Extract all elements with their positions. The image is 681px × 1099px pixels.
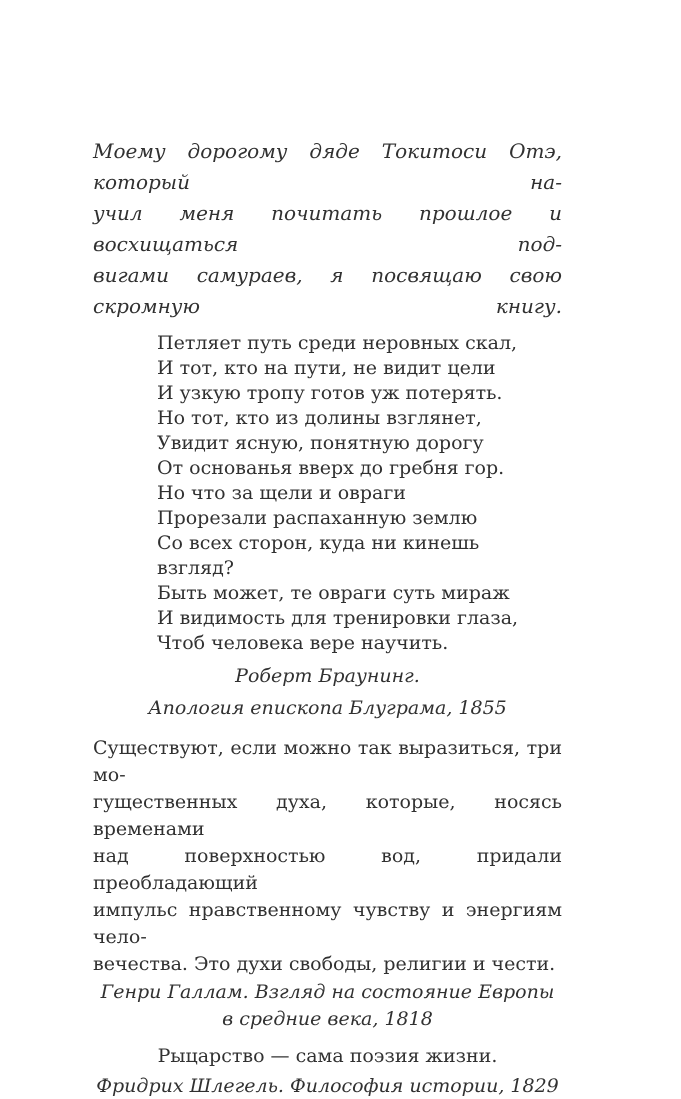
dedication-line: вигами самураев, я посвящаю свою скромную книгу. (93, 263, 562, 318)
poem-line: И видимость для тренировки глаза, (157, 607, 519, 629)
poem-line: Прорезали распаханную землю (157, 507, 478, 529)
prose-source-line: Генри Галлам. Взгляд на состояние Европы (100, 981, 555, 1003)
poem-line: Петляет путь среди неровных скал, (157, 332, 518, 354)
prose-line: вечества. Это духи свободы, религии и чести. (93, 953, 556, 975)
epigraph-prose (93, 735, 562, 978)
prose-source-line: в средние века, 1818 (222, 1008, 433, 1030)
poem-line: И узкую тропу готов уж потерять. (157, 382, 503, 404)
quote-source: Фридрих Шлегель. Философия истории, 1829 (96, 1075, 559, 1097)
poem-line: Но что за щели и овраги (157, 482, 406, 504)
poem-line: Чтоб человека вере научить. (157, 632, 449, 654)
dedication-line: учил меня почитать прошлое и восхищаться под- (93, 201, 562, 256)
poem-line: И тот, кто на пути, не видит цели (157, 357, 496, 379)
prose-line: импульс нравственному чувству и энергиям чело- (93, 899, 562, 948)
prose-line: над поверхностью вод, придали преобладающий (93, 845, 562, 894)
poem-line: Увидит ясную, понятную дорогу (157, 432, 484, 454)
prose-line: гущественных духа, которые, носясь временами (93, 791, 562, 840)
chivalry-quote: Рыцарство — сама поэзия жизни. (157, 1045, 498, 1067)
poem-line: От основанья вверх до гребня гор. (157, 457, 505, 479)
prose-line: Существуют, если можно так выразиться, три мо- (93, 737, 562, 786)
poem-line: Но тот, кто из долины взглянет, (157, 407, 482, 429)
dedication-line: Моему дорогому дяде Токитоси Отэ, который на- (93, 139, 562, 194)
poem-author: Роберт Браунинг. (235, 665, 420, 687)
dedication (93, 136, 562, 322)
poem-line: Быть может, те овраги суть мираж (157, 582, 510, 604)
poem-line: Со всех сторон, куда ни кинешь взгляд? (157, 532, 480, 579)
epigraph-poem (157, 331, 562, 656)
poem-source: Апология епископа Блуграма, 1855 (148, 697, 507, 719)
